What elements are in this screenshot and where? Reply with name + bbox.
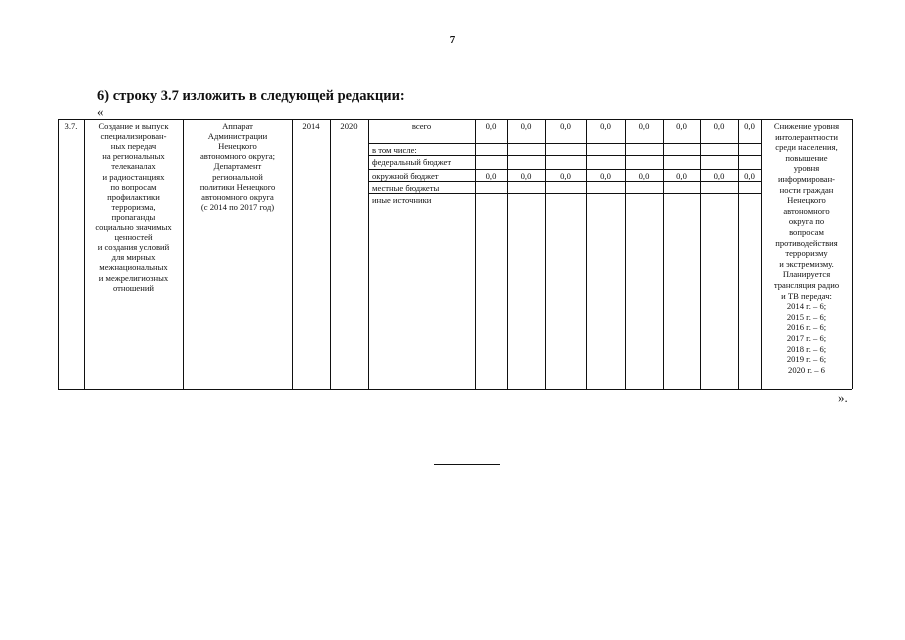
table-column-line [663,119,664,389]
executor-line: (с 2014 по 2017 год) [200,201,275,212]
executor-line: Департамент [213,161,262,172]
source-label: федеральный бюджет [372,157,452,167]
activity-name-line: отношений [112,282,155,293]
activity-name-line: пропаганды [111,211,156,222]
funding-value: 0,0 [676,171,687,181]
amendment-intro: 6) строку 3.7 изложить в следующей редакции: [97,88,405,104]
expected-result-line: интолерантности [775,131,838,142]
expected-result-line: терроризму [785,248,828,259]
activity-name-line: по вопросам [110,181,157,192]
end-year: 2020 [340,121,358,131]
table-column-line [58,119,59,389]
start-year: 2014 [302,121,320,131]
activity-name-line: и радиостанциях [102,171,165,182]
expected-result-line: автономного [783,205,830,216]
expected-result-line: 2019 г. – 6; [786,354,827,365]
expected-result-line: Ненецкого [787,195,826,206]
activity-name-line: и создания условий [97,242,170,253]
activity-name-line: терроризма, [111,201,156,212]
expected-result-line: трансляция радио [773,280,840,290]
table-column-line [852,119,853,389]
table-bottom-border [58,389,852,390]
funding-value: 0,0 [744,171,755,181]
executor-line: Администрации [207,131,268,142]
expected-result-line: 2017 г. – 6; [786,333,827,343]
footer-rule [434,464,500,465]
expected-result-line: противодействия [775,237,838,248]
table-column-line [586,119,587,389]
executor-line: Ненецкого [218,141,257,152]
funding-value: 0,0 [713,121,725,131]
funding-value: 0,0 [638,171,650,181]
expected-result-line: и экстремизму. [779,258,834,269]
activity-name-line: социально значимых [95,222,172,232]
funding-value: 0,0 [744,121,755,131]
source-label: в том числе: [372,145,417,155]
executor-line: автономного округа [201,191,274,202]
expected-result-line: Снижение уровня [773,121,840,131]
source-label: всего [411,121,432,131]
expected-result-line: и ТВ передач: [781,290,832,301]
funding-value: 0,0 [600,121,611,131]
activity-name-line: профилактики [107,191,160,202]
page-number: 7 [449,34,456,46]
expected-result-line: 2015 г. – 6; [786,311,827,322]
expected-result-line: 2020 г. – 6 [788,364,825,375]
source-row-line [368,169,761,170]
activity-name-line: ных передач [110,141,157,152]
source-row-line [368,155,761,156]
expected-result-line: уровня [793,163,820,174]
funding-value: 0,0 [485,171,497,181]
expected-result-line: 2016 г. – 6; [786,322,827,333]
activity-name-line: Создание и выпуск [98,121,169,131]
activity-name-line: для мирных [111,252,156,263]
opening-quote: « [97,104,104,119]
table-column-line [368,119,369,389]
expected-result-line: повышение [785,152,828,163]
executor-line: автономного округа; [199,151,276,162]
funding-value: 0,0 [485,121,497,131]
activity-name-line: ценностей [114,232,153,243]
source-row-line [368,181,761,182]
funding-value: 0,0 [520,171,532,181]
funding-value: 0,0 [600,171,611,181]
table-column-line [507,119,508,389]
expected-result-line: Планируется [782,269,831,280]
funding-value: 0,0 [560,171,571,181]
table-column-line [330,119,331,389]
activity-name-line: телеканалах [111,161,156,172]
expected-result-line: среди населения, [775,142,838,153]
activity-name-line: специализирован- [100,131,167,142]
activity-name-line: и межрелигиозных [98,272,169,283]
funding-value: 0,0 [713,171,725,181]
table-column-line [700,119,701,389]
table-column-line [545,119,546,389]
executor-line: региональной [212,171,263,182]
source-label: окружной бюджет [372,171,439,181]
source-label: иные источники [372,195,432,205]
expected-result-line: округа по [788,216,825,227]
funding-value: 0,0 [638,121,650,131]
table-top-border [58,119,852,120]
table-column-line [625,119,626,389]
funding-value: 0,0 [676,121,687,131]
table-column-line [475,119,476,389]
executor-line: Аппарат [222,121,253,131]
activity-name-line: межнациональных [99,262,168,273]
funding-value: 0,0 [560,121,571,131]
table-column-line [292,119,293,389]
expected-result-line: информирован- [777,174,836,184]
expected-result-line: 2018 г. – 6; [786,343,827,354]
closing-quote: ». [838,390,848,405]
expected-result-line: вопросам [789,227,824,237]
source-label: местные бюджеты [372,183,440,193]
executor-line: политики Ненецкого [199,181,276,192]
table-column-line [738,119,739,389]
expected-result-line: 2014 г. – 6; [786,301,827,312]
activity-name-line: на региональных [102,151,165,162]
source-row-line [368,143,761,144]
row-number: 3.7. [64,121,78,131]
expected-result-line: ности граждан [779,184,834,195]
source-row-line [368,193,761,194]
funding-value: 0,0 [520,121,532,131]
